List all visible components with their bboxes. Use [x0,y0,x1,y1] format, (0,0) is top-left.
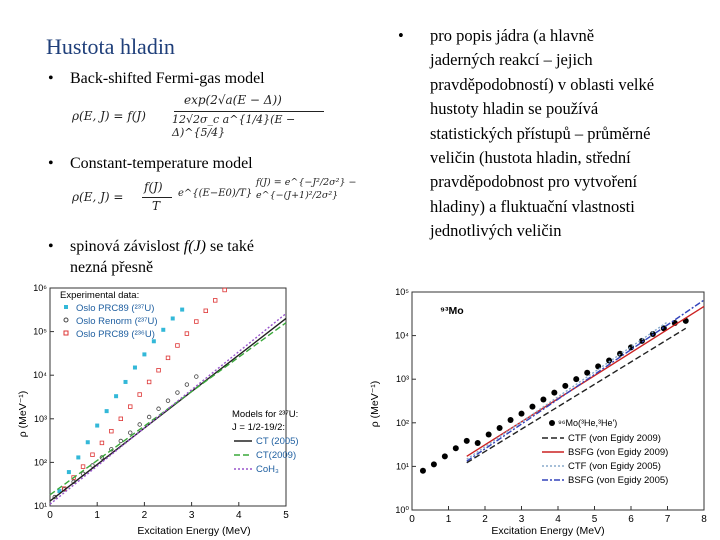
slide-title: Hustota hladin [46,34,175,59]
c1-point [81,465,85,469]
c1-point [185,383,189,387]
right-bullet-line: jednotlivých veličin [430,221,562,241]
formula-fj-text: f(J) = e^{−J²/2σ²} − e^{−(J+1)²/2σ²} [256,177,357,201]
c2-point [453,445,459,451]
c1-point [147,380,151,384]
c1-point [133,366,137,370]
c1-point [138,423,142,427]
c1-ytick-label: 10¹ [33,501,47,511]
c2-point [475,440,481,446]
c1-point [124,380,128,384]
c1-legend-title: Experimental data: [60,290,140,301]
right-bullet-line: pravděpodobností) v oblasti velké [430,74,655,94]
right-bullet-line: pravděpodobnost pro vytvoření [430,172,638,192]
c2-legend-4: BSFG (von Egidy 2005) [568,475,669,486]
bullet-spin-l2: nezná přesně [70,259,154,276]
c1-xlabel: Excitation Energy (MeV) [137,525,251,537]
formula-bsfg-num: exp(2√a(E − Δ)) [184,93,282,107]
c2-point [519,411,525,417]
c1-point [138,393,142,397]
formula-ct-lhs: ρ(E, J) = [72,190,124,204]
c2-point [464,438,470,444]
formula-ct-den: T [152,199,161,213]
c2-xlabel: Excitation Energy (MeV) [491,525,605,537]
c1-point [86,440,90,444]
c2-point [508,417,514,423]
c2-legend-1: CTF (von Egidy 2009) [568,433,661,444]
c1-legend-1: Oslo Renorm (²³⁷U) [76,316,158,327]
fraction-bar [174,111,324,112]
formula-ct-exp: e^{(E−E0)/T} [178,188,253,199]
c1-model-1: CT(2009) [256,450,297,461]
c1-model-0: CT (2005) [256,436,299,447]
c1-ylabel: ρ (MeV⁻¹) [17,390,29,438]
c2-xtick-label: 2 [482,514,488,525]
c1-point [91,453,95,457]
c1-point [180,308,184,312]
c1-point [171,316,175,320]
c1-xtick-label: 0 [47,510,53,521]
formula-bsfg-den: 12√2σ_c a^{1/4}(E − Δ)^{5/4} [172,113,296,139]
c2-ytick-label: 10¹ [395,461,409,472]
c2-point [540,396,546,402]
right-bullet [398,24,703,244]
c1-point [67,470,71,474]
c2-xtick-label: 8 [701,514,707,525]
c1-point [128,405,132,409]
formula-ct [72,180,262,216]
c2-ylabel: ρ (MeV⁻¹) [369,380,381,428]
c1-point [110,429,114,433]
c1-ytick-label: 10⁵ [33,326,47,337]
c1-xtick-label: 2 [141,510,148,521]
c2-point [486,431,492,437]
c2-point [551,390,557,396]
c1-point [166,356,170,360]
c2-ytick-label: 10⁴ [395,330,409,341]
c1-legend-0: Oslo PRC89 (²³⁷U) [76,303,155,314]
c1-point [119,439,123,443]
c1-point [147,415,151,419]
bullet-spin: • spinová závislost f(J) se také nezná přesně [48,238,254,276]
c1-legend-swatch-1 [64,318,68,322]
bullet-spin-l1-end: se také [205,238,254,255]
formula-bsfg-lhs: ρ(E, J) = f(J) [72,109,146,123]
c2-point [420,468,426,474]
c1-point [76,455,80,459]
right-bullet-line: veličin (hustota hladin, střední [430,148,631,168]
c2-xtick-label: 7 [664,514,671,525]
c1-ytick-label: 10⁶ [33,283,47,293]
c2-point [617,351,623,357]
c2-xtick-label: 4 [555,514,561,525]
c1-point [114,394,118,398]
c1-legend-swatch-0 [64,305,68,309]
c1-point [105,409,109,413]
c1-point [195,320,199,324]
c2-legend-swatch-0 [549,420,555,426]
c1-point [119,417,123,421]
c1-point [204,309,208,313]
c1-ytick-label: 10³ [33,413,47,424]
c1-xtick-label: 3 [188,510,195,521]
right-bullet-line: statistických přístupů – průměrné [430,123,651,143]
c2-point [497,425,503,431]
c2-point [442,453,448,459]
c1-point [223,288,227,292]
c1-point [142,352,146,356]
c1-ytick-label: 10⁴ [33,370,47,381]
c1-xtick-label: 1 [94,510,100,521]
c1-point [100,441,104,445]
right-bullet-line: hustoty hladin se používá [430,99,599,119]
right-bullet-line: hladiny) a fluktuační vlastnosti [430,196,635,216]
bullet-ct: • Constant-temperature model [48,155,253,172]
formula-bsfg [72,93,332,139]
c1-legend-2: Oslo PRC89 (²³⁶U) [76,329,155,340]
c1-point [176,391,180,395]
bullet-bsfg-text: Back-shifted Fermi-gas model [70,70,265,87]
c2-legend-3: CTF (von Egidy 2005) [568,461,661,472]
formula-ct-num: f(J) [144,180,163,194]
c1-point [185,332,189,336]
c1-xtick-label: 4 [236,510,242,521]
c2-point [529,404,535,410]
c2-point [562,383,568,389]
c1-point [95,424,99,428]
c1-models-title: Models for ²³⁷U: [232,409,299,420]
c2-title: ⁹³Mo [440,305,464,317]
chart-mo93 [368,284,708,538]
c1-point [213,299,217,303]
c2-ytick-label: 10² [395,417,409,428]
c1-ytick-label: 10² [33,457,47,468]
ct-fraction-bar [142,197,172,198]
formula-fj [256,176,376,216]
c2-xtick-label: 6 [628,514,634,525]
c2-point [431,461,437,467]
bullet-spin-fj: f(J) [183,238,206,255]
c1-legend-swatch-2 [64,331,68,335]
c2-xtick-label: 0 [409,514,415,525]
c2-point [573,376,579,382]
c1-point [195,375,199,379]
bullet-bsfg: • Back-shifted Fermi-gas model [48,70,265,87]
right-bullet-dot: • [398,26,404,45]
c2-xtick-label: 1 [445,514,452,525]
right-bullet-line: jaderných reakcí – jejich [430,50,593,70]
bullet-spin-l1: spinová závislost [70,238,184,255]
c1-model-2: CoH₃ [256,464,279,475]
bullet-ct-text: Constant-temperature model [70,155,253,172]
c1-point [166,399,170,403]
c2-legend-0: ⁹⁶Mo(³He,³He') [558,418,618,428]
chart-u237 [16,283,299,538]
c2-xtick-label: 5 [591,514,598,525]
c2-ytick-label: 10⁵ [395,287,409,297]
c1-point [128,431,132,435]
c1-models-subtitle: J = 1/2-19/2: [232,422,286,433]
c2-xtick-label: 3 [518,514,525,525]
right-bullet-line: pro popis jádra (a hlavně [430,26,595,45]
c1-point [157,407,161,411]
c1-point [161,328,165,332]
c1-point [176,344,180,348]
c1-xtick-label: 5 [283,510,289,521]
c2-ytick-label: 10³ [395,374,409,385]
c2-ytick-label: 10⁰ [395,505,409,515]
right-bullet-text [430,24,703,244]
c1-point [157,368,161,372]
c2-legend-2: BSFG (von Egidy 2009) [568,447,669,458]
